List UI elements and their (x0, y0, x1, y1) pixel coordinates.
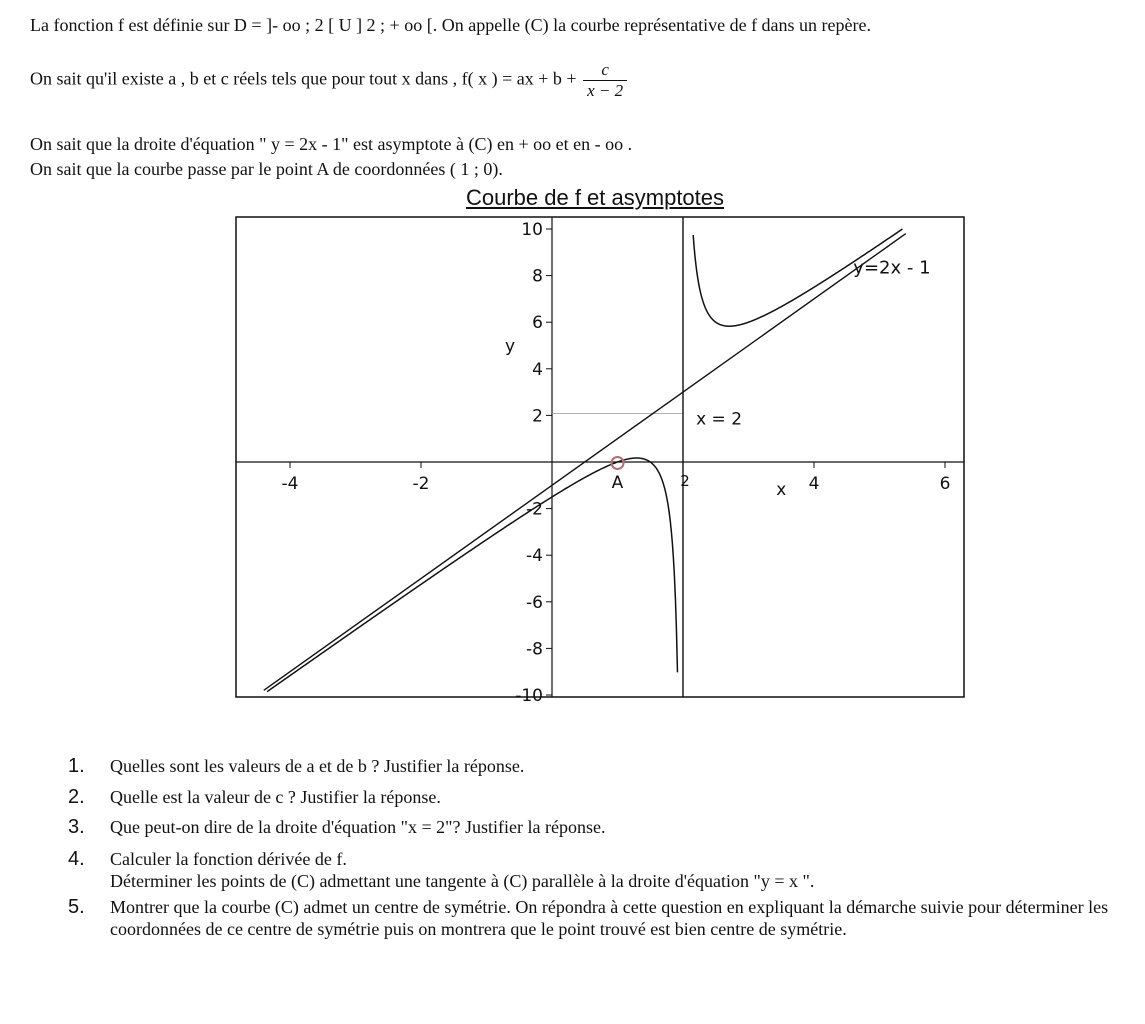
fraction (583, 60, 627, 101)
y-tick-label: 8 (532, 266, 543, 287)
y-tick-label: 6 (532, 313, 543, 334)
question-2 (68, 786, 441, 808)
y-tick-label: -6 (526, 592, 543, 613)
question-text: Que peut-on dire de la droite d'équation "x = 2"? Justifier la réponse. (110, 817, 606, 837)
x-tick-label: 6 (939, 474, 951, 494)
intro-line-2 (30, 60, 627, 101)
x-tick-label: 2 (680, 472, 690, 490)
fraction-denominator: x − 2 (587, 81, 624, 100)
point-a-label: A (611, 473, 624, 493)
question-text: Quelle est la valeur de c ? Justifier la réponse. (110, 787, 441, 807)
question-text: Quelles sont les valeurs de a et de b ? Justifier la réponse. (110, 756, 525, 776)
intro-line-4: On sait que la courbe passe par le point A de coordonnées ( 1 ; 0). (30, 159, 503, 179)
y-tick-label: 2 (532, 406, 543, 427)
y-tick-label: -2 (526, 499, 543, 520)
asymptote-vertical-label: x = 2 (696, 409, 743, 430)
function-chart (230, 212, 970, 712)
question-text: Montrer que la courbe (C) admet un centre de symétrie. On répondra à cette question en expliquant la démarche suivie pour déterminer les coordonnées de ce centre de symétrie puis on montrera que le point trouvé est bien centre de symétrie. (110, 897, 1109, 939)
x-axis-label: x (776, 480, 787, 500)
y-tick-label: -4 (526, 546, 543, 567)
intro-line-2-text: On sait qu'il existe a , b et c réels tels que pour tout x dans , f( x ) = ax + b + (30, 68, 577, 89)
asymptote-oblique-label: y=2x - 1 (853, 257, 931, 279)
intro-line-3: On sait que la droite d'équation " y = 2x - 1" est asymptote à (C) en + oo et en - oo . (30, 134, 633, 154)
chart-title: Courbe de f et asymptotes (465, 185, 725, 210)
fraction-numerator: c (583, 60, 627, 81)
question-number: 3. (68, 816, 85, 838)
question-text: Calculer la fonction dérivée de f. (110, 849, 347, 869)
question-5 (68, 896, 1143, 940)
question-4 (68, 848, 814, 892)
question-number: 1. (68, 755, 85, 777)
question-number: 2. (68, 786, 85, 808)
question-number: 5. (68, 896, 85, 918)
y-tick-label: 10 (521, 220, 543, 240)
question-3 (68, 816, 605, 838)
x-tick-label: 4 (808, 474, 820, 494)
plot-frame (236, 217, 964, 697)
y-tick-label: -8 (526, 639, 543, 660)
y-tick-label: -10 (515, 686, 543, 706)
y-axis-label: y (504, 336, 516, 357)
question-text-continued: Déterminer les points de (C) admettant une tangente à (C) parallèle à la droite d'équation "y = x ". (110, 871, 815, 891)
question-number: 4. (68, 848, 85, 870)
question-1 (68, 755, 524, 777)
intro-line-1: La fonction f est définie sur D = ]- oo ; 2 [ U ] 2 ; + oo [. On appelle (C) la courbe représentative de f dans un repère. (30, 15, 872, 35)
x-tick-label: -2 (412, 474, 430, 494)
y-tick-label: 4 (532, 359, 543, 380)
x-tick-label: -4 (281, 474, 299, 494)
